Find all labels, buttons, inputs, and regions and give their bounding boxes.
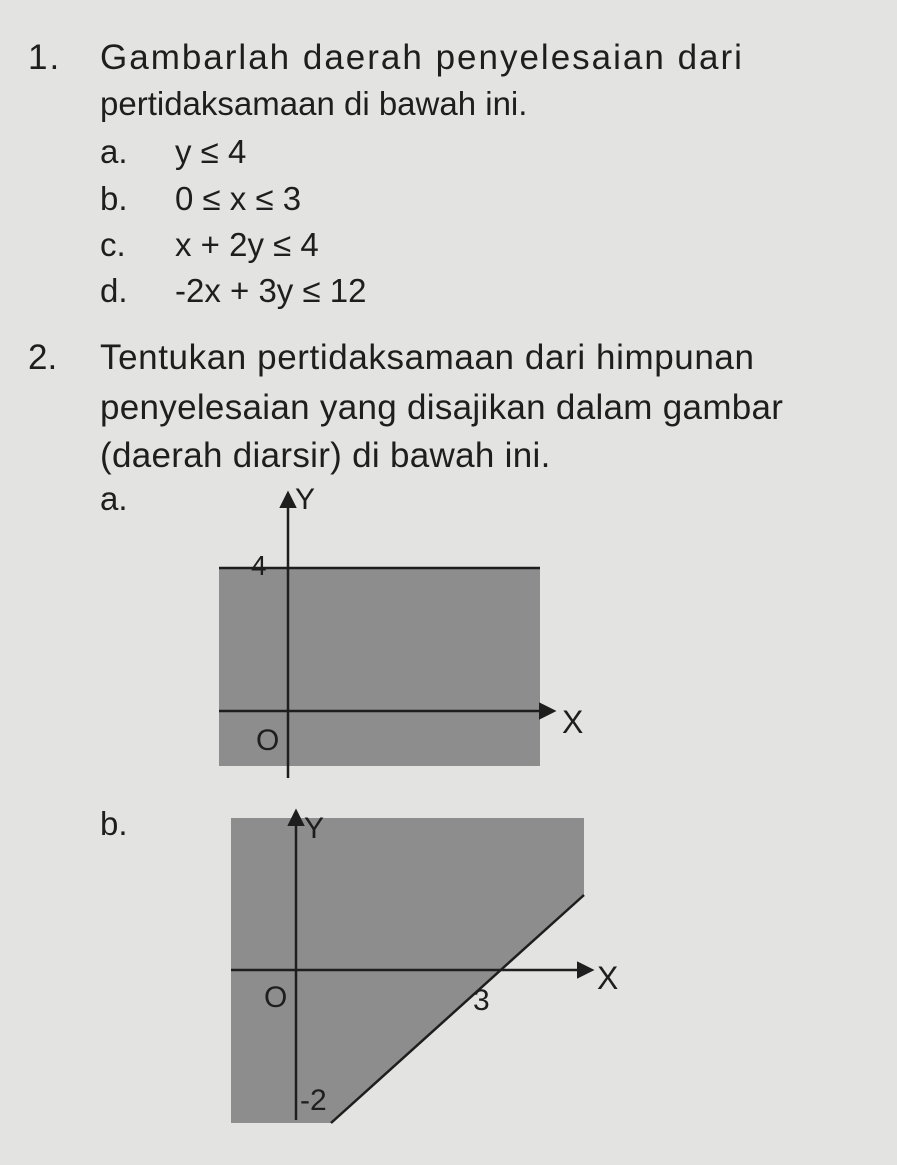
q1-number: 1. <box>28 38 62 77</box>
q1-item-c-label: c. <box>100 226 126 263</box>
graph-a-origin-label: O <box>256 724 280 757</box>
q2-number: 2. <box>28 338 58 377</box>
q1-item-a-label: a. <box>100 133 128 170</box>
graph-b-x-axis-label: X <box>597 960 619 996</box>
graph-b-origin-label: O <box>264 981 288 1014</box>
q1-item-b-label: b. <box>100 180 128 217</box>
graph-b-x-tick-label: 3 <box>473 984 490 1017</box>
q2-text-line2: penyelesaian yang disajikan dalam gambar <box>100 388 784 427</box>
q1-item-d-inequality: -2x + 3y ≤ 12 <box>175 272 367 309</box>
q2-text-line3: (daerah diarsir) di bawah ini. <box>100 436 551 475</box>
q1-item-a-inequality: y ≤ 4 <box>175 133 247 170</box>
graph-a-x-axis-label: X <box>562 704 584 740</box>
q1-item-b-inequality: 0 ≤ x ≤ 3 <box>175 180 302 217</box>
graph-a-y-axis-label: Y <box>295 483 316 516</box>
graph-a-y-tick-label: 4 <box>251 550 267 581</box>
q1-text-line2: pertidaksamaan di bawah ini. <box>100 85 528 122</box>
q1-item-d-label: d. <box>100 272 128 309</box>
q2-graph-a-label: a. <box>100 480 128 517</box>
q1-text-line1: Gambarlah daerah penyelesaian dari <box>100 38 744 77</box>
q2-graph-b-label: b. <box>100 805 128 842</box>
graph-b-y-tick-label: -2 <box>300 1084 327 1117</box>
graph-b <box>231 812 618 1123</box>
graph-a <box>219 483 583 778</box>
graph-b-y-axis-label: Y <box>304 812 325 845</box>
q2-text-line1: Tentukan pertidaksamaan dari himpunan <box>100 338 755 377</box>
q1-item-c-inequality: x + 2y ≤ 4 <box>175 226 319 263</box>
